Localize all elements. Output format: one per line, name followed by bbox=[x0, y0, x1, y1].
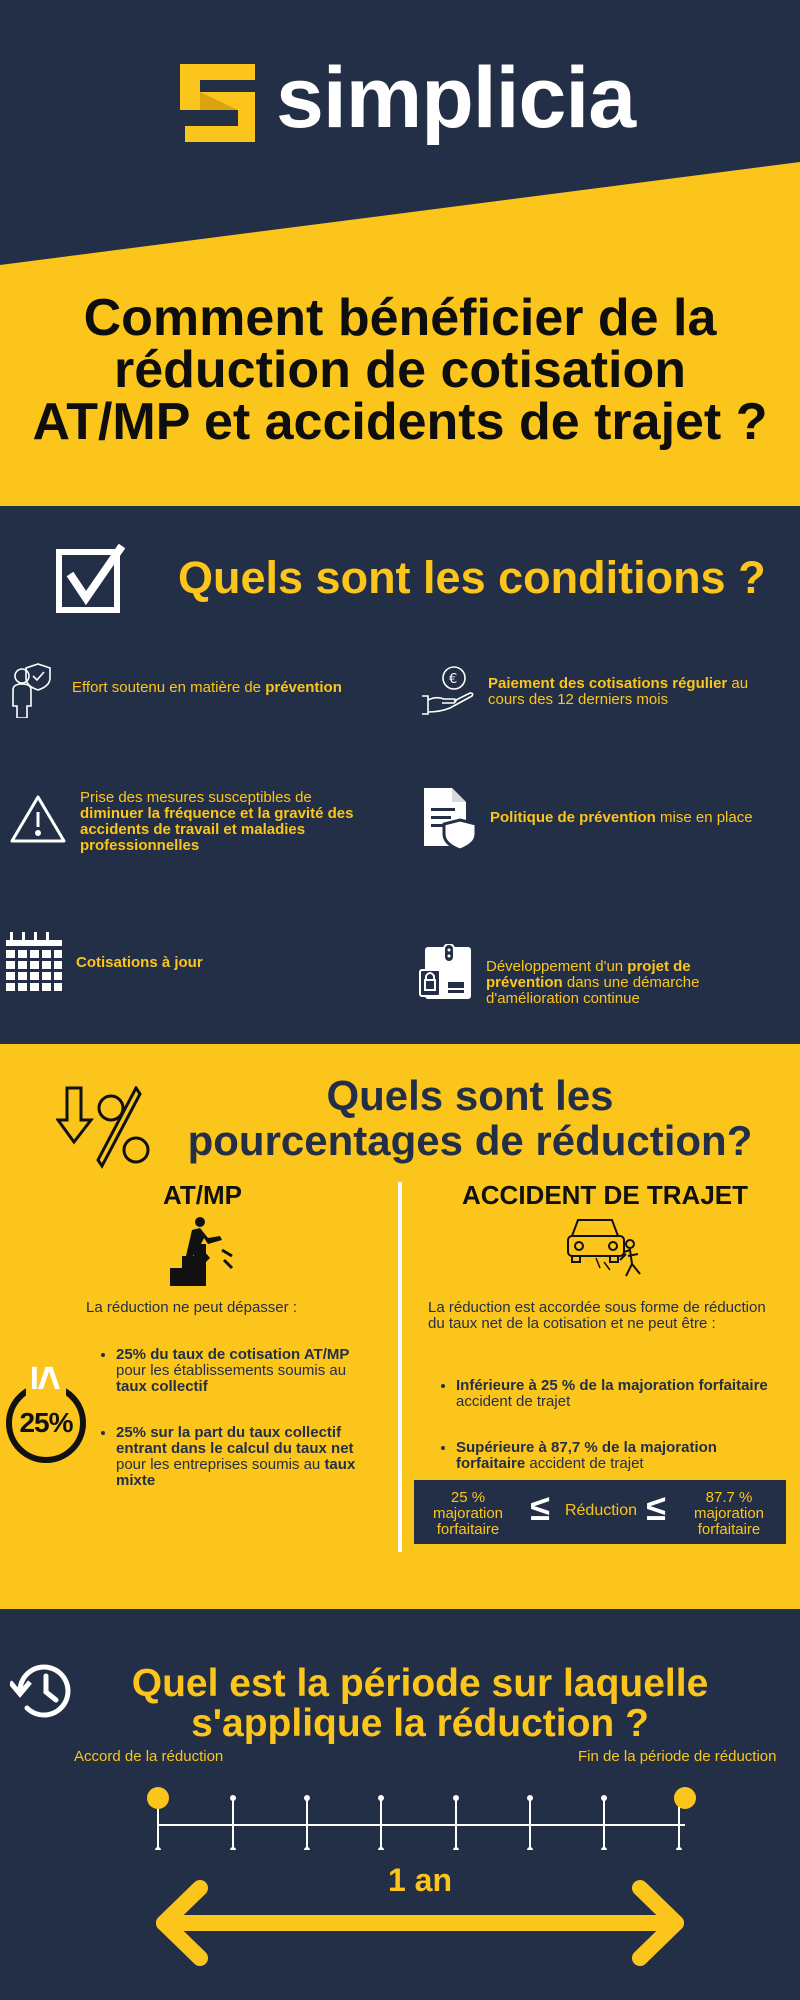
brand-name: simplicia bbox=[276, 50, 636, 146]
trajet-title: ACCIDENT DE TRAJET bbox=[461, 1180, 748, 1210]
less-or-equal-symbol: ≤ bbox=[646, 1487, 666, 1528]
list-item: • 25% sur la part du taux collectif entrant dans le calcul du taux net pour les entreprises soumis au taux mixte bbox=[116, 1425, 376, 1489]
double-arrow-icon bbox=[150, 1880, 690, 1966]
condition-item: Cotisations à jour bbox=[76, 954, 203, 971]
condition-item: Prise des mesures susceptibles de diminuer la fréquence et la gravité des accidents de travail et maladies professionnelles bbox=[80, 789, 354, 854]
list-item: • Supérieure à 87,7 % de la majoration forfaitaire accident de trajet bbox=[456, 1440, 776, 1472]
project-lock-icon bbox=[418, 944, 474, 1007]
worker-shield-icon bbox=[10, 662, 52, 723]
range-reduction-label: Réduction bbox=[564, 1502, 638, 1519]
hand-euro-icon bbox=[420, 666, 476, 721]
periode-title-line: s'applique la réduction ? bbox=[191, 1702, 649, 1745]
svg-text:€: € bbox=[449, 672, 458, 687]
reduction-title bbox=[160, 1073, 780, 1163]
falling-stairs-icon bbox=[170, 1216, 236, 1291]
reduction-title-line: pourcentages de réduction? bbox=[187, 1117, 753, 1164]
simplicia-logo-icon bbox=[180, 64, 260, 142]
column-divider bbox=[398, 1182, 402, 1552]
condition-item: Politique de prévention mise en place bbox=[490, 809, 753, 826]
trajet-intro: La réduction est accordée sous forme de réduction du taux net de la cotisation et ne peut être : bbox=[428, 1299, 766, 1332]
reduction-title-line: Quels sont les bbox=[326, 1072, 614, 1119]
percent-down-icon bbox=[56, 1086, 156, 1181]
condition-item: Paiement des cotisations régulier au cours des 12 derniers mois bbox=[488, 675, 749, 708]
policy-document-icon bbox=[422, 786, 478, 855]
hero-title-line: AT/MP et accidents de trajet ? bbox=[32, 393, 768, 451]
atmp-list bbox=[96, 1347, 376, 1489]
conditions-title: Quels sont les conditions ? bbox=[178, 552, 766, 603]
condition-item: Développement d'un projet de prévention dans une démarche d'amélioration continue bbox=[486, 958, 700, 1007]
trajet-list bbox=[436, 1378, 776, 1472]
timeline bbox=[140, 1780, 700, 1850]
list-item: • 25% du taux de cotisation AT/MP pour les établissements soumis au taux collectif bbox=[116, 1347, 376, 1395]
checkbox-icon bbox=[56, 544, 126, 619]
timeline-start-label: Accord de la réduction bbox=[74, 1748, 224, 1765]
periode-title-line: Quel est la période sur laquelle bbox=[131, 1662, 709, 1705]
history-clock-icon bbox=[10, 1660, 76, 1727]
atmp-title: AT/MP bbox=[163, 1180, 242, 1210]
badge-value: 25% bbox=[19, 1407, 73, 1438]
duration-label: 1 an bbox=[387, 1862, 453, 1898]
condition-item: Effort soutenu en matière de prévention bbox=[72, 679, 342, 696]
hero-title-line: réduction de cotisation bbox=[113, 341, 687, 399]
calendar-icon bbox=[6, 932, 62, 1001]
range-max: 87.7 % majoration forfaitaire bbox=[693, 1489, 765, 1538]
reduction-range-box bbox=[414, 1480, 786, 1544]
less-or-equal-symbol: ≤ bbox=[530, 1487, 550, 1528]
timeline-end-label: Fin de la période de réduction bbox=[578, 1748, 777, 1765]
range-min: 25 % majoration forfaitaire bbox=[432, 1489, 504, 1538]
periode-title bbox=[80, 1664, 760, 1744]
hero-title bbox=[0, 289, 800, 451]
list-item: • Inférieure à 25 % de la majoration forfaitaire accident de trajet bbox=[456, 1378, 776, 1410]
car-accident-icon bbox=[566, 1214, 646, 1293]
atmp-intro: La réduction ne peut dépasser : bbox=[86, 1299, 297, 1316]
warning-icon bbox=[10, 794, 66, 849]
hero-title-line: Comment bénéficier de la bbox=[83, 289, 717, 347]
less-or-equal-symbol: ≤ bbox=[26, 1354, 66, 1402]
